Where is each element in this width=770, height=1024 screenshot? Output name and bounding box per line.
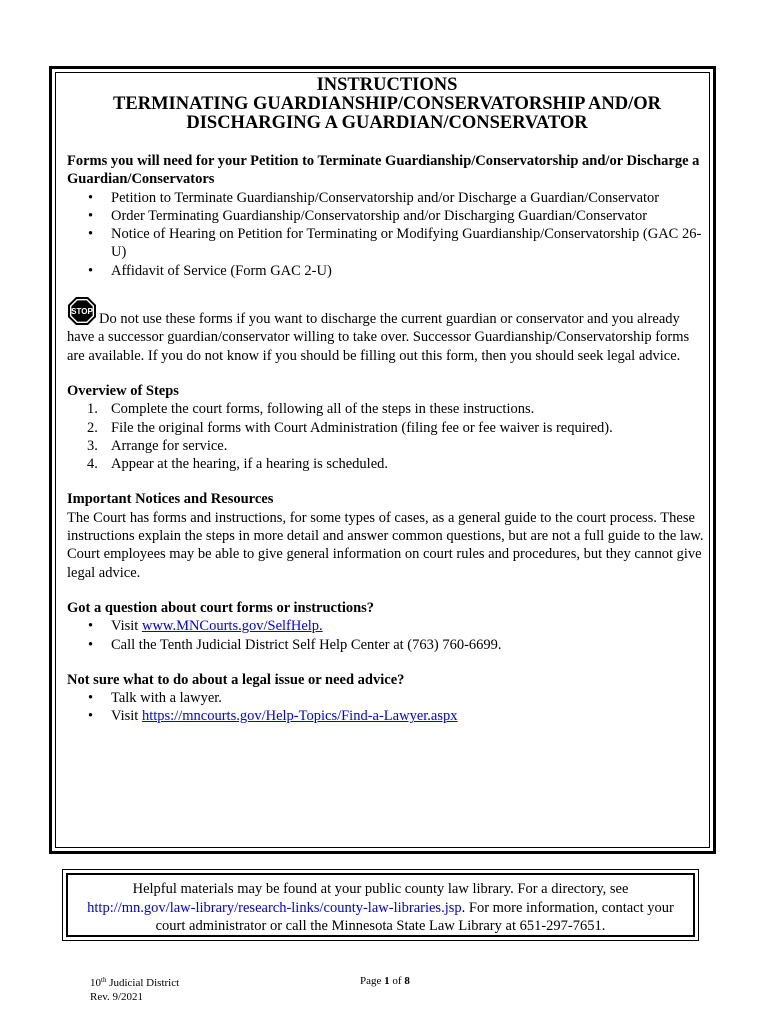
- list-item: [67, 636, 707, 654]
- step-text: Appear at the hearing, if a hearing is scheduled.: [111, 456, 389, 473]
- find-lawyer-link[interactable]: https://mncourts.gov/Help-Topics/Find-a-Lawyer.aspx: [141, 708, 458, 725]
- notices-text: The Court has forms and instructions, for some types of cases, as a general guide to the court process. These instructions explain the steps in more detail and answer common questions, but are not a full guide to the law. Court employees may be able to give general information on court rules and procedures, but they cannot give legal advice.: [67, 509, 704, 581]
- list-item: [67, 689, 707, 707]
- step-number: 1.: [87, 401, 98, 418]
- visit-prefix: Visit: [111, 618, 142, 635]
- footer-district: [90, 974, 179, 1004]
- help-line-1: Helpful materials may be found at your public county law library. For a directory, see: [132, 881, 629, 897]
- bullet-icon: •: [88, 226, 94, 243]
- list-item: [67, 225, 707, 262]
- help-line-2-rest: . For more information, contact your: [461, 899, 674, 916]
- list-item: [67, 419, 707, 437]
- page-prefix: Page: [360, 975, 385, 987]
- bullet-icon: •: [88, 189, 94, 206]
- forms-list: [67, 189, 707, 280]
- step-number: 3.: [87, 437, 98, 454]
- step-text: File the original forms with Court Administration (filing fee or fee waiver is required).: [111, 419, 613, 436]
- step-number: 2.: [87, 419, 98, 436]
- talk-text: Talk with a lawyer.: [111, 690, 222, 707]
- steps-list: [67, 400, 707, 473]
- step-number: 4.: [87, 456, 98, 473]
- district-num: 10: [90, 977, 101, 989]
- law-library-link[interactable]: http://mn.gov/law-library/research-links/county-law-libraries.jsp: [87, 899, 462, 916]
- question-heading: Got a question about court forms or instructions?: [67, 599, 375, 616]
- bullet-icon: •: [88, 690, 94, 707]
- form-item-label: Order Terminating Guardianship/Conservatorship and/or Discharging Guardian/Conservator: [111, 207, 648, 224]
- legal-list: [67, 689, 707, 726]
- list-item: [67, 617, 707, 635]
- form-item-label: Notice of Hearing on Petition for Terminating or Modifying Guardianship/Conservatorship (GAC 26-U): [111, 226, 702, 261]
- list-item: [67, 207, 707, 225]
- call-text: Call the Tenth Judicial District Self Help Center at (763) 760-6699.: [111, 636, 502, 653]
- bullet-icon: •: [88, 636, 94, 653]
- page-total: 8: [404, 975, 410, 987]
- bullet-icon: •: [88, 618, 94, 635]
- stop-warning-text: Do not use these forms if you want to discharge the current guardian or conservator and you already have a successor guardian/conservator willing to take over. Successor Guardianship/Conservatorship forms are available. If you do not know if you should be filling out this form, then you should seek legal advice.: [67, 311, 690, 364]
- step-text: Arrange for service.: [111, 437, 228, 454]
- stop-icon-label: STOP: [71, 307, 93, 317]
- title-line-1: INSTRUCTIONS: [316, 75, 458, 95]
- selfhelp-link[interactable]: www.MNCourts.gov/SelfHelp.: [141, 618, 323, 635]
- district-label: [90, 974, 179, 991]
- district-rest: Judicial District: [106, 977, 180, 989]
- title-line-2: TERMINATING GUARDIANSHIP/CONSERVATORSHIP AND/OR: [113, 94, 661, 114]
- overview-heading: Overview of Steps: [67, 382, 179, 399]
- list-item: [67, 455, 707, 473]
- step-text: Complete the court forms, following all of the steps in these instructions.: [111, 401, 535, 418]
- legal-section: [67, 671, 707, 726]
- list-item: [67, 189, 707, 207]
- revision-date: Rev. 9/2021: [90, 990, 144, 1003]
- help-line-3: court administrator or call the Minnesota State Law Library at 651-297-7651.: [155, 918, 606, 934]
- bullet-icon: •: [88, 708, 94, 725]
- page-title: [67, 76, 707, 133]
- question-list: [67, 617, 707, 654]
- list-item: [67, 437, 707, 455]
- page-number: [360, 975, 410, 987]
- bullet-icon: •: [88, 262, 94, 279]
- visit-prefix: Visit: [111, 708, 142, 725]
- forms-heading: Forms you will need for your Petition to Terminate Guardianship/Conservatorship and/or Discharge a Guardian/Conservators: [67, 153, 700, 188]
- page-current: 1: [384, 975, 390, 987]
- stop-sign-icon: [67, 296, 97, 326]
- list-item: [67, 707, 707, 725]
- law-library-box: [66, 873, 695, 937]
- form-item-label: Affidavit of Service (Form GAC 2-U): [111, 262, 332, 279]
- legal-heading: Not sure what to do about a legal issue or need advice?: [67, 671, 405, 688]
- form-item-label: Petition to Terminate Guardianship/Conservatorship and/or Discharge a Guardian/Conservator: [111, 189, 660, 206]
- question-section: [67, 599, 707, 654]
- list-item: [67, 262, 707, 280]
- page-of: of: [389, 975, 405, 987]
- instructions-content: [67, 76, 707, 726]
- help-line-2: [68, 899, 693, 918]
- bullet-icon: •: [88, 207, 94, 224]
- title-line-3: DISCHARGING A GUARDIAN/CONSERVATOR: [186, 113, 588, 133]
- notices-heading: Important Notices and Resources: [67, 491, 274, 508]
- overview-section: [67, 382, 707, 473]
- stop-warning: [67, 307, 707, 365]
- list-item: [67, 400, 707, 418]
- forms-section: [67, 152, 707, 280]
- notices-section: [67, 490, 707, 581]
- district-sup: th: [101, 976, 107, 984]
